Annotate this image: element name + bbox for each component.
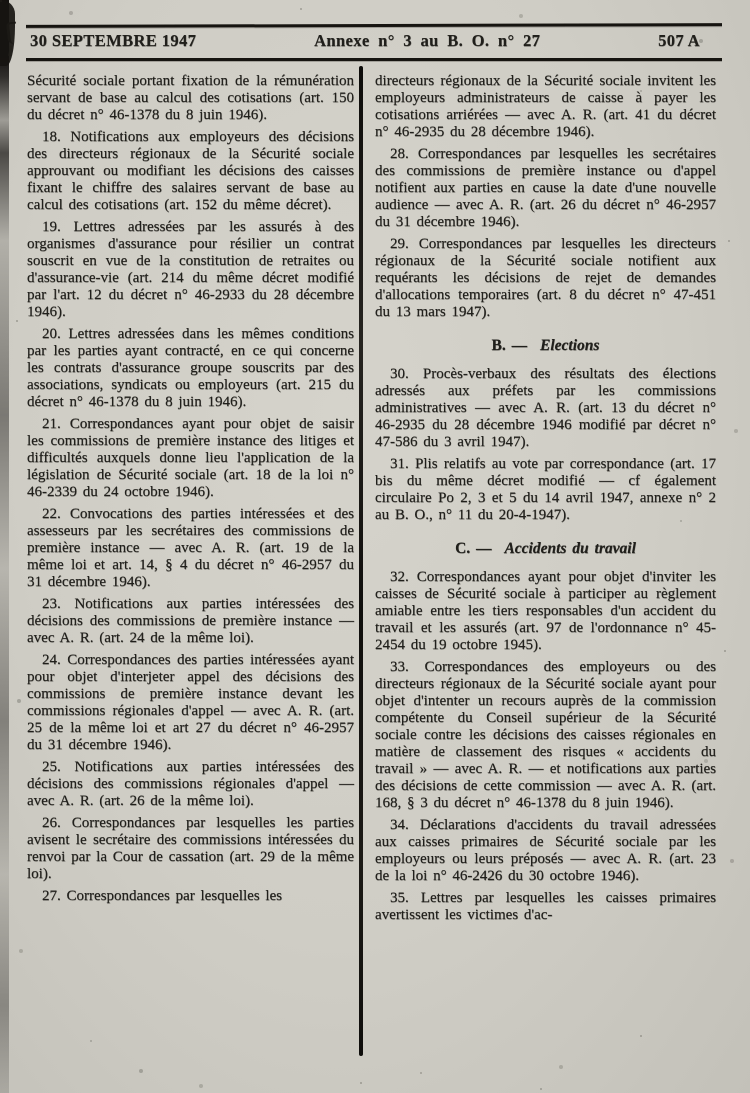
paragraph-item-26: 26. Correspondances par lesquelles les parties avisent le secrétaire des commissions intéressées du renvoi par la Cour de cassation (art. 29 de la même loi). xyxy=(27,815,354,882)
section-heading-accidents-du-travail xyxy=(375,540,716,557)
section-letter: C. — xyxy=(455,540,492,557)
paragraph-item-32: 32. Correspondances ayant pour objet d'inviter les caisses de Sécurité sociale à participer au règlement amiable entre les tiers responsables d'un accident du travail et les assurés (art. 97 de l'ordonnance n° 45-2454 du 19 octobre 1945). xyxy=(375,569,716,653)
section-heading-elections xyxy=(375,337,716,354)
left-column xyxy=(27,73,354,910)
paragraph-item-27: 27. Correspondances par lesquelles les xyxy=(42,888,283,904)
section-title: Elections xyxy=(540,337,600,354)
paragraph-item-35: 35. Lettres par lesquelles les caisses primaires avertissent les victimes d'ac- xyxy=(375,890,716,923)
paragraph-item-28: 28. Correspondances par lesquelles les secrétaires des commissions de première instance ou d'appel notifient aux parties en cause la date d'une nouvelle audience — avec A. R. (art. 26 du décret n° 46-2957 du 31 décembre 1946). xyxy=(375,146,716,230)
paragraph-continuation: directeurs régionaux de la Sécurité sociale invitent les employeurs administrateurs de caisse à payer les cotisations arriérées — avec A. R. (art. 41 du décret n° 46-2935 du 28 décembre 1946). xyxy=(375,73,716,140)
header-annex-title: Annexe n° 3 au B. O. n° 27 xyxy=(314,31,541,50)
page-header xyxy=(30,31,718,51)
paragraph-item-19: 19. Lettres adressées par les assurés à des organismes d'assurance pour résilier un contrat souscrit en vue de la constitution de retraites ou d'assurance-vie (art. 214 du même décret modifié par l'art. 12 du décret n° 46-2933 du 28 décembre 1946). xyxy=(27,219,354,320)
header-rule-top xyxy=(26,23,722,28)
section-letter: B. — xyxy=(491,337,528,354)
header-date: 30 SEPTEMBRE 1947 xyxy=(30,31,197,50)
right-column xyxy=(375,73,716,929)
paragraph-item-33: 33. Correspondances des employeurs ou des directeurs régionaux de la Sécurité sociale ayant pour objet d'intenter un recours auprès de la commission compétente du Conseil supérieur de la Sécurité sociale contre les décisions des caisses régionales en matière de classement des risques « accidents du travail » — avec A. R. — et notifications aux parties des décisions de cette commission — avec A. R. (art. 168, § 3 du décret n° 46-1378 du 8 juin 1946). xyxy=(375,659,716,811)
paragraph-item-29: 29. Correspondances par lesquelles les directeurs régionaux de la Sécurité sociale notifient aux requérants les décisions de rejet de demandes d'allocations temporaires (art. 8 du décret n° 47-451 du 13 mars 1947). xyxy=(375,236,716,320)
section-title: Accidents du travail xyxy=(504,540,636,557)
paragraph-continuation: Sécurité sociale portant fixation de la rémunération servant de base au calcul des cotisations (art. 150 du décret n° 46-1378 du 8 juin 1946). xyxy=(27,73,354,123)
paragraph-item-30: 30. Procès-verbaux des résultats des élections adressés aux préfets par les commissions administratives — avec A. R. (art. 13 du décret n° 46-2935 du 28 décembre 1946 modifié par décret n° 47-586 du 3 avril 1947). xyxy=(375,366,716,450)
paragraph-item-34: 34. Déclarations d'accidents du travail adressées aux caisses primaires de Sécurité sociale par les employeurs ou leurs préposés — avec A. R. (art. 23 de la loi n° 46-2426 du 30 octobre 1946). xyxy=(375,817,716,884)
paragraph-item-21: 21. Correspondances ayant pour objet de saisir les commissions de première instance des litiges et difficultés auxquels donne lieu l'application de la législation de Sécurité sociale (art. 18 de la loi n° 46-2339 du 24 octobre 1946). xyxy=(27,416,354,500)
paragraph-item-25: 25. Notifications aux parties intéressées des décisions des commissions régionales d'appel — avec A. R. (art. 26 de la même loi). xyxy=(27,759,354,809)
paragraph-item-23: 23. Notifications aux parties intéressées des décisions des commissions de première instance — avec A. R. (art. 24 de la même loi). xyxy=(27,596,354,646)
scan-edge-artifact xyxy=(0,0,9,1093)
column-divider-rule xyxy=(359,66,363,1056)
paragraph-item-24: 24. Correspondances des parties intéressées ayant pour objet d'interjeter appel des décisions des commissions de première instance devant les commissions régionales d'appel — avec A. R. (art. 25 de la même loi et art 27 du décret n° 46-2957 du 31 décembre 1946). xyxy=(27,652,354,753)
binding-mark xyxy=(6,22,18,45)
header-rule-bottom xyxy=(26,58,722,61)
paragraph-item-31: 31. Plis relatifs au vote par correspondance (art. 17 bis du même décret modifié — cf également circulaire Po 2, 3 et 5 du 14 avril 1947, annexe n° 2 au B. O., n° 11 du 20-4-1947). xyxy=(375,456,716,523)
paragraph-item-22: 22. Convocations des parties intéressées et des assesseurs par les secrétaires des commissions de première instance — avec A. R. (art. 19 de la même loi et art. 14, § 4 du décret n° 46-2957 du 31 décembre 1946). xyxy=(27,506,354,590)
paragraph-item-18: 18. Notifications aux employeurs des décisions des directeurs régionaux de la Sécurité sociale approuvant ou modifiant les décisions des caisses fixant le chiffre des salaires servant de base au calcul des cotisations (art. 152 du même décret). xyxy=(27,129,354,213)
header-page-number: 507 A xyxy=(658,31,700,50)
paragraph-item-20: 20. Lettres adressées dans les mêmes conditions par les parties ayant contracté, en ce qui concerne les contrats d'assurance groupe souscrits par des associations, syndicats ou employeurs (art. 215 du décret n° 46-1378 du 8 juin 1946). xyxy=(27,326,354,410)
